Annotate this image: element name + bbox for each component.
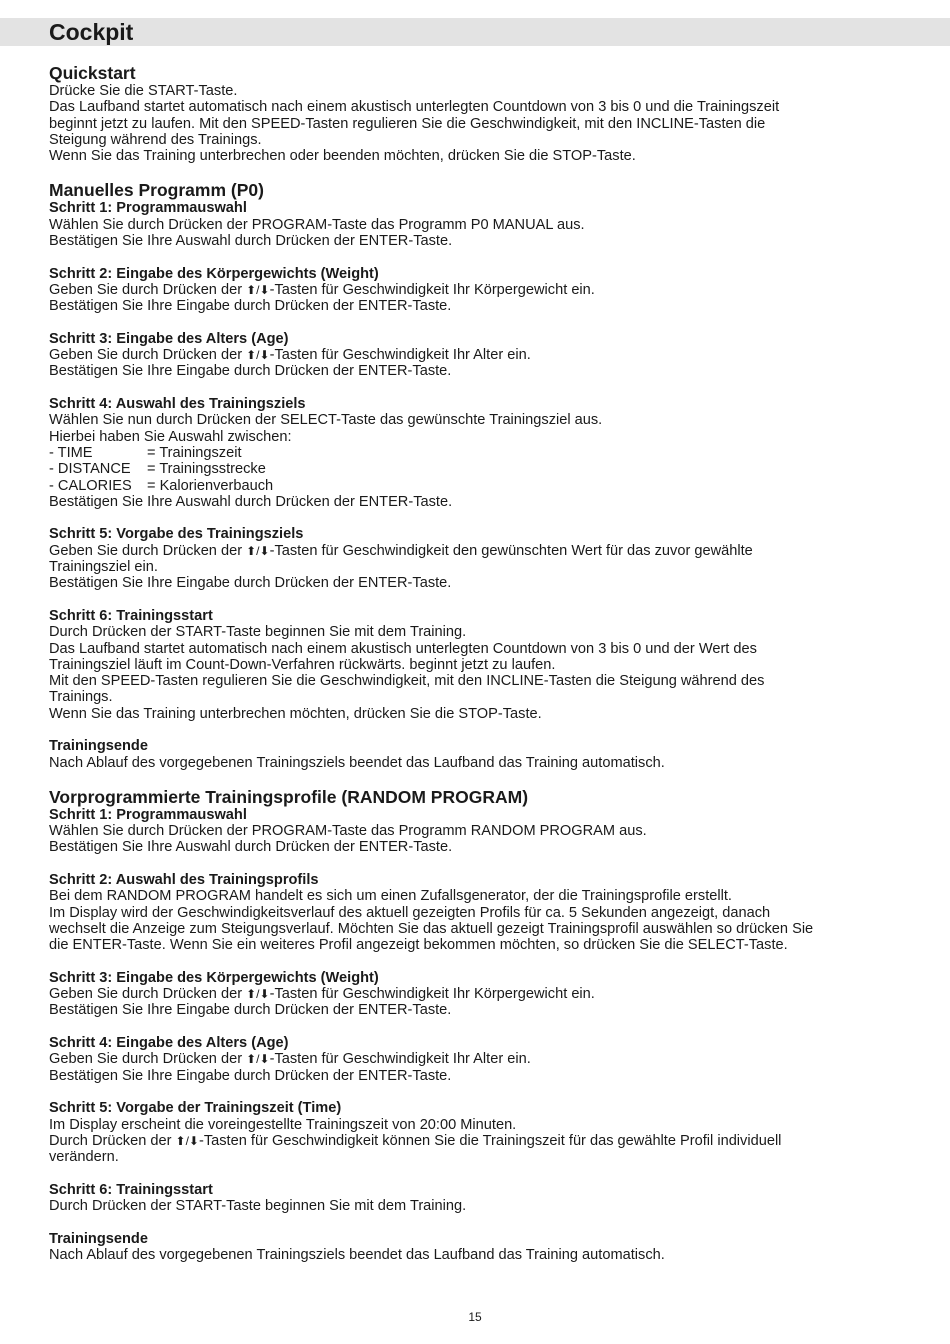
page-title: Cockpit: [49, 19, 134, 45]
random-step2-title: Schritt 2: Auswahl des Trainingsprofils: [49, 872, 319, 889]
manual-step6-line: Das Laufband startet automatisch nach einem akustisch unterlegten Countdown von 3 bis 0 und der Wert des: [49, 640, 757, 657]
up-down-arrow-icon: ⬆/⬇: [246, 543, 270, 558]
goal-option-time: - TIME = Trainingszeit: [49, 444, 242, 461]
goal-option-distance: - DISTANCE = Trainingsstrecke: [49, 461, 266, 478]
up-down-arrow-icon: ⬆/⬇: [246, 348, 270, 363]
manual-step1-line: Wählen Sie durch Drücken der PROGRAM-Taste das Programm P0 MANUAL aus.: [49, 216, 585, 233]
document-body: [49, 64, 909, 1263]
manual-step1-title: Schritt 1: Programmauswahl: [49, 200, 247, 217]
manual-step6-title: Schritt 6: Trainingsstart: [49, 607, 213, 624]
random-end-line: Nach Ablauf des vorgegebenen Trainingsziels beendet das Laufband das Training automatisch.: [49, 1246, 665, 1263]
manual-step6-line: Trainings.: [49, 689, 113, 706]
quickstart-line: Drücke Sie die START-Taste.: [49, 83, 238, 99]
manual-step6-line: Wenn Sie das Training unterbrechen möchten, drücken Sie die STOP-Taste.: [49, 705, 542, 722]
up-down-arrow-icon: ⬆/⬇: [246, 987, 270, 1002]
header-bar: [0, 18, 950, 46]
random-program-title: Vorprogrammierte Trainingsprofile (RANDOM PROGRAM): [49, 786, 529, 807]
manual-program-title: Manuelles Programm (P0): [49, 180, 264, 201]
quickstart-title: Quickstart: [49, 63, 136, 83]
manual-step5-line: Bestätigen Sie Ihre Eingabe durch Drücken der ENTER-Taste.: [49, 575, 452, 592]
up-down-arrow-icon: ⬆/⬇: [246, 282, 270, 297]
up-down-arrow-icon: ⬆/⬇: [175, 1133, 199, 1148]
random-step5-title: Schritt 5: Vorgabe der Trainingszeit (Time): [49, 1100, 342, 1117]
manual-step6-line: Mit den SPEED-Tasten regulieren Sie die Geschwindigkeit, mit den INCLINE-Tasten die Steigung während des: [49, 673, 765, 690]
random-step1-line: Bestätigen Sie Ihre Auswahl durch Drücken der ENTER-Taste.: [49, 839, 453, 856]
random-step6-line: Durch Drücken der START-Taste beginnen Sie mit dem Training.: [49, 1198, 467, 1214]
random-step2-line: Bei dem RANDOM PROGRAM handelt es sich um einen Zufallsgenerator, der die Trainingsprofile erstellt.: [49, 888, 732, 905]
random-step2-line: Im Display wird der Geschwindigkeitsverlauf des aktuell gezeigten Profils für ca. 5 Sekunden angezeigt, danach: [49, 904, 771, 921]
manual-end-title: Trainingsende: [49, 738, 148, 755]
manual-step5-line: Trainingsziel ein.: [49, 559, 158, 576]
random-step3-line: Geben Sie durch Drücken der ⬆/⬇-Tasten für Geschwindigkeit Ihr Körpergewicht ein.: [49, 986, 595, 1003]
quickstart-line: Wenn Sie das Training unterbrechen oder beenden möchten, drücken Sie die STOP-Taste.: [49, 148, 636, 165]
manual-step3-title: Schritt 3: Eingabe des Alters (Age): [49, 330, 289, 347]
manual-step3-line: Geben Sie durch Drücken der ⬆/⬇-Tasten für Geschwindigkeit Ihr Alter ein.: [49, 347, 531, 364]
random-step3-title: Schritt 3: Eingabe des Körpergewichts (Weight): [49, 969, 379, 986]
manual-step6-line: Durch Drücken der START-Taste beginnen Sie mit dem Training.: [49, 624, 467, 641]
page-number: 15: [468, 1310, 482, 1324]
manual-step2-line: Geben Sie durch Drücken der ⬆/⬇-Tasten für Geschwindigkeit Ihr Körpergewicht ein.: [49, 281, 595, 298]
random-step5-line: Durch Drücken der ⬆/⬇-Tasten für Geschwindigkeit können Sie die Trainingszeit für das gewählte Profil individuell: [49, 1132, 782, 1149]
manual-step4-title: Schritt 4: Auswahl des Trainingsziels: [49, 396, 306, 413]
random-step6-title: Schritt 6: Trainingsstart: [49, 1181, 213, 1198]
random-step1-title: Schritt 1: Programmauswahl: [49, 806, 247, 823]
random-step4-title: Schritt 4: Eingabe des Alters (Age): [49, 1035, 289, 1052]
random-step2-line: die ENTER-Taste. Wenn Sie ein weiteres Profil angezeigt bekommen möchten, so drücken Sie die SELECT-Taste.: [49, 937, 788, 954]
manual-end-line: Nach Ablauf des vorgegebenen Trainingsziels beendet das Laufband das Training automatisch.: [49, 754, 665, 771]
random-end-title: Trainingsende: [49, 1230, 148, 1247]
manual-step4-line: Bestätigen Sie Ihre Auswahl durch Drücken der ENTER-Taste.: [49, 493, 453, 510]
manual-step5-title: Schritt 5: Vorgabe des Trainingsziels: [49, 526, 304, 543]
manual-step4-line: Wählen Sie nun durch Drücken der SELECT-Taste das gewünschte Trainingsziel aus.: [49, 412, 603, 429]
random-step5-line: verändern.: [49, 1149, 119, 1166]
manual-step1-line: Bestätigen Sie Ihre Auswahl durch Drücken der ENTER-Taste.: [49, 233, 453, 250]
random-step1-line: Wählen Sie durch Drücken der PROGRAM-Taste das Programm RANDOM PROGRAM aus.: [49, 823, 647, 840]
goal-option-calories: - CALORIES = Kalorienverbauch: [49, 477, 274, 494]
manual-step2-title: Schritt 2: Eingabe des Körpergewichts (Weight): [49, 265, 379, 282]
quickstart-line: Steigung während des Trainings.: [49, 131, 262, 148]
random-step5-line: Im Display erscheint die voreingestellte Trainingszeit von 20:00 Minuten.: [49, 1116, 517, 1133]
manual-step5-line: Geben Sie durch Drücken der ⬆/⬇-Tasten für Geschwindigkeit den gewünschten Wert für das zuvor gewählte: [49, 542, 753, 559]
manual-step6-line: Trainingsziel läuft im Count-Down-Verfahren rückwärts. beginnt jetzt zu laufen.: [49, 656, 556, 673]
up-down-arrow-icon: ⬆/⬇: [246, 1052, 270, 1067]
manual-step2-line: Bestätigen Sie Ihre Eingabe durch Drücken der ENTER-Taste.: [49, 298, 452, 315]
manual-step3-line: Bestätigen Sie Ihre Eingabe durch Drücken der ENTER-Taste.: [49, 363, 452, 380]
quickstart-line: beginnt jetzt zu laufen. Mit den SPEED-Tasten regulieren Sie die Geschwindigkeit, mit den INCLINE-Tasten die: [49, 115, 766, 132]
random-step2-line: wechselt die Anzeige zum Steigungsverlauf. Möchten Sie das aktuell gezeigt Trainingsprofil auswählen so drücken Sie: [49, 920, 814, 937]
quickstart-line: Das Laufband startet automatisch nach einem akustisch unterlegten Countdown von 3 bis 0 und die Trainingszeit: [49, 99, 780, 116]
manual-step4-line: Hierbei haben Sie Auswahl zwischen:: [49, 428, 292, 445]
random-step3-line: Bestätigen Sie Ihre Eingabe durch Drücken der ENTER-Taste.: [49, 1002, 452, 1019]
random-step4-line: Geben Sie durch Drücken der ⬆/⬇-Tasten für Geschwindigkeit Ihr Alter ein.: [49, 1051, 531, 1068]
random-step4-line: Bestätigen Sie Ihre Eingabe durch Drücken der ENTER-Taste.: [49, 1067, 452, 1084]
